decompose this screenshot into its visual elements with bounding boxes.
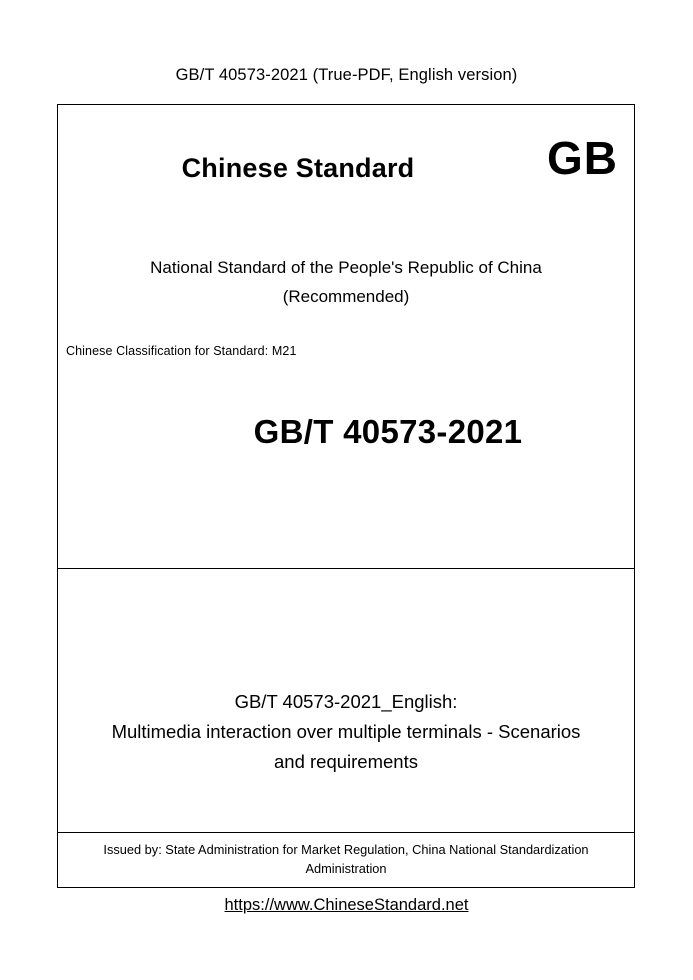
- national-standard-line-2: (Recommended): [282, 287, 410, 307]
- classification-label: Chinese Classification for Standard: M21: [66, 344, 297, 358]
- cover-bottom-section: [58, 833, 634, 887]
- cover-main-title-text: Chinese Standard: [181, 153, 415, 183]
- english-title-line-1: GB/T 40573-2021_English:: [234, 691, 458, 712]
- english-title-line-2: Multimedia interaction over multiple terminals - Scenarios: [111, 720, 581, 742]
- cover-main-title: [58, 153, 634, 184]
- cover-middle-section: [58, 569, 634, 833]
- gb-logo-mark: GB: [547, 132, 618, 184]
- national-standard-lines: [58, 253, 634, 311]
- footer-website-link[interactable]: https://www.ChineseStandard.net: [224, 896, 469, 914]
- standard-code: [58, 413, 634, 451]
- english-title-block: [58, 687, 634, 777]
- cover-frame: [57, 104, 635, 888]
- cover-top-section: [58, 105, 634, 569]
- english-title-line-3: and requirements: [274, 750, 418, 772]
- national-standard-line-1: National Standard of the People's Republic of China: [150, 258, 542, 277]
- issued-by-text: Issued by: State Administration for Market Regulation, China National Standardization Administration: [103, 842, 589, 876]
- page-title: GB/T 40573-2021 (True-PDF, English version): [175, 66, 518, 84]
- standard-code-text: GB/T 40573-2021: [253, 413, 523, 450]
